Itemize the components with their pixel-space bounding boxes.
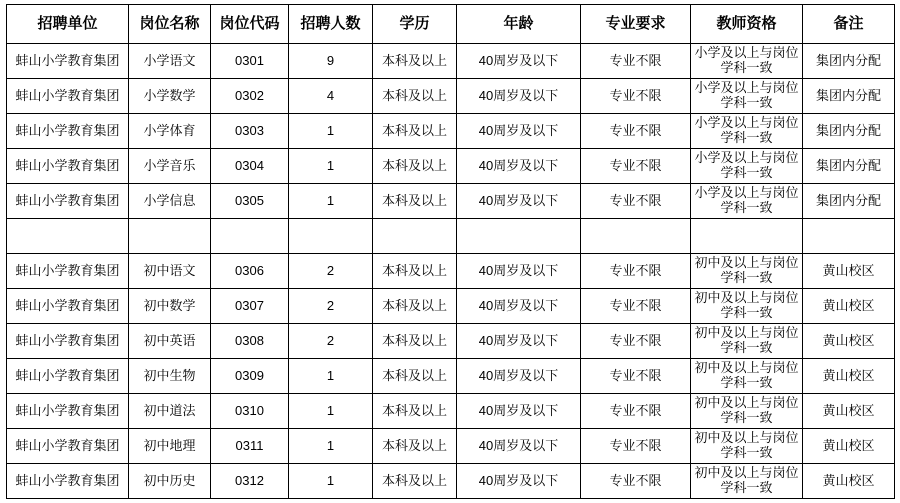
cell-headcount: 1 [289, 464, 373, 499]
cell-headcount: 1 [289, 429, 373, 464]
cell-major: 专业不限 [581, 44, 691, 79]
cell-post-code: 0301 [211, 44, 289, 79]
cell-remark [803, 219, 895, 254]
cell-post-name: 初中道法 [129, 394, 211, 429]
cell-unit: 蚌山小学教育集团 [7, 359, 129, 394]
cell-education: 本科及以上 [373, 429, 457, 464]
recruitment-table [6, 4, 895, 499]
cell-education: 本科及以上 [373, 464, 457, 499]
cell-headcount [289, 219, 373, 254]
cell-unit: 蚌山小学教育集团 [7, 149, 129, 184]
cell-age: 40周岁及以下 [457, 464, 581, 499]
cell-post-code: 0307 [211, 289, 289, 324]
table-row [7, 44, 895, 79]
cell-post-code: 0311 [211, 429, 289, 464]
cell-age: 40周岁及以下 [457, 44, 581, 79]
cell-post-code: 0302 [211, 79, 289, 114]
table-row-empty [7, 219, 895, 254]
table-row [7, 324, 895, 359]
column-header-post-name: 岗位名称 [129, 5, 211, 44]
cell-certificate: 初中及以上与岗位学科一致 [691, 254, 803, 289]
table-row [7, 254, 895, 289]
cell-post-code: 0304 [211, 149, 289, 184]
table-row [7, 429, 895, 464]
cell-post-name: 小学语文 [129, 44, 211, 79]
cell-age: 40周岁及以下 [457, 289, 581, 324]
cell-headcount: 4 [289, 79, 373, 114]
column-header-major: 专业要求 [581, 5, 691, 44]
cell-post-name: 小学体育 [129, 114, 211, 149]
column-header-age: 年龄 [457, 5, 581, 44]
cell-post-name: 小学音乐 [129, 149, 211, 184]
table-row [7, 359, 895, 394]
cell-post-name: 小学信息 [129, 184, 211, 219]
cell-certificate: 小学及以上与岗位学科一致 [691, 79, 803, 114]
cell-post-name: 小学数学 [129, 79, 211, 114]
cell-certificate: 小学及以上与岗位学科一致 [691, 149, 803, 184]
cell-post-code: 0310 [211, 394, 289, 429]
cell-major: 专业不限 [581, 79, 691, 114]
cell-age: 40周岁及以下 [457, 79, 581, 114]
cell-remark: 集团内分配 [803, 79, 895, 114]
cell-education: 本科及以上 [373, 324, 457, 359]
cell-headcount: 9 [289, 44, 373, 79]
cell-education: 本科及以上 [373, 114, 457, 149]
cell-major: 专业不限 [581, 149, 691, 184]
table-row [7, 149, 895, 184]
cell-unit: 蚌山小学教育集团 [7, 394, 129, 429]
cell-unit: 蚌山小学教育集团 [7, 254, 129, 289]
cell-unit: 蚌山小学教育集团 [7, 429, 129, 464]
cell-headcount: 1 [289, 184, 373, 219]
cell-remark: 黄山校区 [803, 324, 895, 359]
cell-certificate: 初中及以上与岗位学科一致 [691, 394, 803, 429]
cell-age: 40周岁及以下 [457, 149, 581, 184]
cell-education: 本科及以上 [373, 289, 457, 324]
cell-post-code: 0308 [211, 324, 289, 359]
cell-education: 本科及以上 [373, 184, 457, 219]
cell-age: 40周岁及以下 [457, 184, 581, 219]
table-body [7, 44, 895, 499]
cell-education: 本科及以上 [373, 79, 457, 114]
cell-unit: 蚌山小学教育集团 [7, 114, 129, 149]
cell-education: 本科及以上 [373, 149, 457, 184]
cell-major: 专业不限 [581, 184, 691, 219]
column-header-education: 学历 [373, 5, 457, 44]
cell-post-code: 0309 [211, 359, 289, 394]
cell-remark: 黄山校区 [803, 289, 895, 324]
cell-education [373, 219, 457, 254]
cell-post-name: 初中语文 [129, 254, 211, 289]
table-row [7, 394, 895, 429]
cell-certificate: 初中及以上与岗位学科一致 [691, 464, 803, 499]
cell-remark: 黄山校区 [803, 429, 895, 464]
cell-post-code: 0305 [211, 184, 289, 219]
cell-remark: 黄山校区 [803, 254, 895, 289]
cell-certificate: 小学及以上与岗位学科一致 [691, 44, 803, 79]
cell-headcount: 1 [289, 149, 373, 184]
cell-post-code [211, 219, 289, 254]
cell-education: 本科及以上 [373, 359, 457, 394]
cell-remark: 集团内分配 [803, 114, 895, 149]
cell-post-code: 0303 [211, 114, 289, 149]
table-header-row [7, 5, 895, 44]
cell-major: 专业不限 [581, 114, 691, 149]
cell-certificate: 初中及以上与岗位学科一致 [691, 324, 803, 359]
column-header-post-code: 岗位代码 [211, 5, 289, 44]
cell-certificate: 初中及以上与岗位学科一致 [691, 359, 803, 394]
cell-age: 40周岁及以下 [457, 429, 581, 464]
cell-remark: 黄山校区 [803, 464, 895, 499]
cell-post-name: 初中英语 [129, 324, 211, 359]
cell-education: 本科及以上 [373, 394, 457, 429]
column-header-unit: 招聘单位 [7, 5, 129, 44]
cell-unit: 蚌山小学教育集团 [7, 289, 129, 324]
cell-headcount: 1 [289, 114, 373, 149]
cell-certificate: 初中及以上与岗位学科一致 [691, 429, 803, 464]
cell-post-code: 0312 [211, 464, 289, 499]
cell-headcount: 2 [289, 289, 373, 324]
cell-age: 40周岁及以下 [457, 359, 581, 394]
cell-major: 专业不限 [581, 394, 691, 429]
cell-headcount: 2 [289, 324, 373, 359]
cell-post-code: 0306 [211, 254, 289, 289]
cell-major [581, 219, 691, 254]
cell-unit: 蚌山小学教育集团 [7, 324, 129, 359]
cell-major: 专业不限 [581, 254, 691, 289]
table-header [7, 5, 895, 44]
cell-major: 专业不限 [581, 359, 691, 394]
cell-education: 本科及以上 [373, 254, 457, 289]
cell-post-name: 初中数学 [129, 289, 211, 324]
cell-post-name: 初中生物 [129, 359, 211, 394]
cell-remark: 集团内分配 [803, 184, 895, 219]
cell-major: 专业不限 [581, 464, 691, 499]
cell-post-name: 初中历史 [129, 464, 211, 499]
table-row [7, 464, 895, 499]
cell-certificate: 初中及以上与岗位学科一致 [691, 289, 803, 324]
cell-age: 40周岁及以下 [457, 394, 581, 429]
cell-unit: 蚌山小学教育集团 [7, 79, 129, 114]
cell-remark: 黄山校区 [803, 359, 895, 394]
column-header-remark: 备注 [803, 5, 895, 44]
table-row [7, 289, 895, 324]
column-header-headcount: 招聘人数 [289, 5, 373, 44]
cell-age: 40周岁及以下 [457, 324, 581, 359]
cell-age: 40周岁及以下 [457, 254, 581, 289]
cell-post-name [129, 219, 211, 254]
table-row [7, 79, 895, 114]
cell-remark: 集团内分配 [803, 44, 895, 79]
cell-certificate: 小学及以上与岗位学科一致 [691, 184, 803, 219]
cell-post-name: 初中地理 [129, 429, 211, 464]
cell-headcount: 1 [289, 394, 373, 429]
cell-unit [7, 219, 129, 254]
cell-age [457, 219, 581, 254]
cell-unit: 蚌山小学教育集团 [7, 44, 129, 79]
cell-headcount: 1 [289, 359, 373, 394]
cell-education: 本科及以上 [373, 44, 457, 79]
cell-remark: 集团内分配 [803, 149, 895, 184]
cell-unit: 蚌山小学教育集团 [7, 464, 129, 499]
column-header-certificate: 教师资格 [691, 5, 803, 44]
cell-remark: 黄山校区 [803, 394, 895, 429]
cell-major: 专业不限 [581, 289, 691, 324]
table-row [7, 184, 895, 219]
cell-certificate [691, 219, 803, 254]
table-row [7, 114, 895, 149]
cell-major: 专业不限 [581, 429, 691, 464]
cell-age: 40周岁及以下 [457, 114, 581, 149]
cell-headcount: 2 [289, 254, 373, 289]
cell-major: 专业不限 [581, 324, 691, 359]
cell-unit: 蚌山小学教育集团 [7, 184, 129, 219]
cell-certificate: 小学及以上与岗位学科一致 [691, 114, 803, 149]
